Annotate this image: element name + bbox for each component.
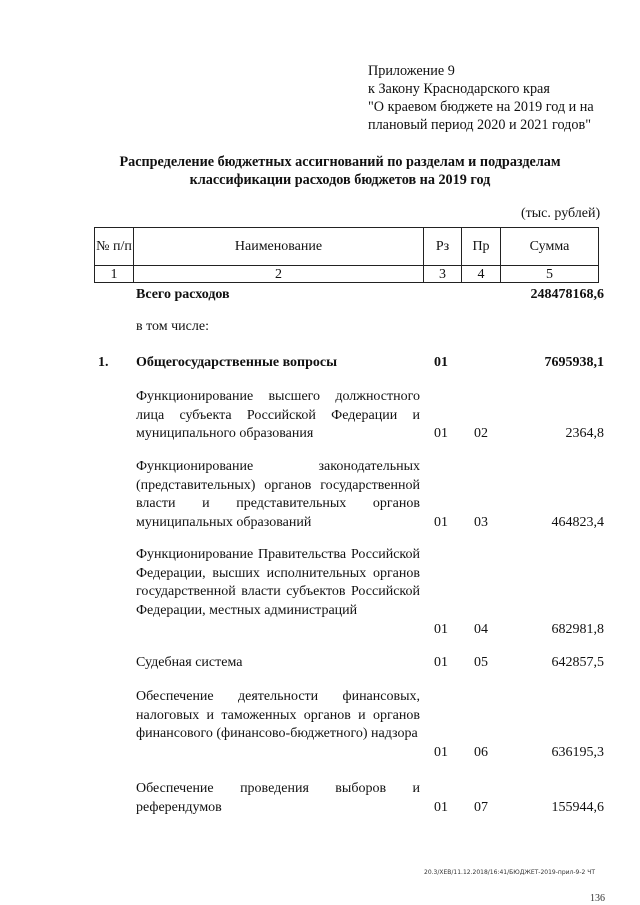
table-header (94, 227, 599, 283)
header-index: 5 (501, 266, 599, 283)
header-sum: Сумма (501, 228, 599, 266)
appendix-line: плановый период 2020 и 2021 годов" (368, 117, 591, 133)
row-sum: 2364,8 (565, 426, 604, 441)
table-row (0, 546, 640, 642)
section-number: 1. (98, 355, 109, 370)
total-sum: 248478168,6 (530, 287, 604, 302)
row-sum: 636195,3 (551, 745, 604, 760)
section-rz: 01 (434, 355, 448, 370)
row-sum: 464823,4 (551, 515, 604, 530)
row-name: Обеспечение проведения выборов и референдумов (136, 781, 420, 815)
header-pr: Пр (462, 228, 501, 266)
appendix-line: к Закону Краснодарского края (368, 81, 550, 97)
table-row (0, 688, 640, 768)
row-rz: 01 (434, 745, 448, 760)
header-index: 3 (424, 266, 462, 283)
row-name: Функционирование Правительства Российской Федерации, высших исполнительных органов государственной власти субъектов Российской Федерации, местных администраций (136, 547, 420, 618)
row-sum: 155944,6 (551, 800, 604, 815)
row-rz: 01 (434, 800, 448, 815)
row-rz: 01 (434, 515, 448, 530)
title-line: классификации расходов бюджетов на 2019 год (189, 172, 491, 188)
row-pr: 06 (474, 745, 488, 760)
units-label: (тыс. рублей) (521, 206, 601, 221)
row-name: Функционирование высшего должностного лица субъекта Российской Федерации и муниципального образования (136, 389, 420, 441)
including-label: в том числе: (136, 319, 209, 334)
table-row (0, 458, 640, 538)
row-pr: 05 (474, 655, 488, 670)
footer-stamp: 20.3/XEB/11.12.2018/16:41/БЮДЖЕТ-2019-прил-9-2 ЧТ (424, 869, 596, 876)
header-name: Наименование (134, 228, 424, 266)
table-row (0, 780, 640, 820)
row-pr: 07 (474, 800, 488, 815)
row-pr: 03 (474, 515, 488, 530)
document-title (60, 153, 620, 189)
row-name: Судебная система (136, 655, 243, 670)
row-sum: 642857,5 (551, 655, 604, 670)
page-number: 136 (590, 893, 605, 904)
row-pr: 02 (474, 426, 488, 441)
appendix-line: "О краевом бюджете на 2019 год и на (368, 99, 594, 115)
row-rz: 01 (434, 622, 448, 637)
row-sum: 682981,8 (551, 622, 604, 637)
row-rz: 01 (434, 655, 448, 670)
header-no: № п/п (95, 228, 134, 266)
row-name: Обеспечение деятельности финансовых, налоговых и таможенных органов и органов финансового (финансово-бюджетного) надзора (136, 689, 420, 741)
appendix-line: Приложение 9 (368, 63, 455, 79)
row-rz: 01 (434, 426, 448, 441)
header-index: 1 (95, 266, 134, 283)
row-name: Функционирование законодательных (представительных) органов государственной власти и представительных органов муниципальных образований (136, 459, 420, 530)
header-index: 2 (134, 266, 424, 283)
title-line: Распределение бюджетных ассигнований по разделам и подразделам (119, 154, 561, 170)
total-label: Всего расходов (136, 287, 230, 302)
header-rz: Рз (424, 228, 462, 266)
appendix-block (368, 62, 638, 134)
section-sum: 7695938,1 (544, 355, 604, 370)
table-row (0, 388, 640, 448)
header-index: 4 (462, 266, 501, 283)
row-pr: 04 (474, 622, 488, 637)
section-name: Общегосударственные вопросы (136, 355, 338, 370)
